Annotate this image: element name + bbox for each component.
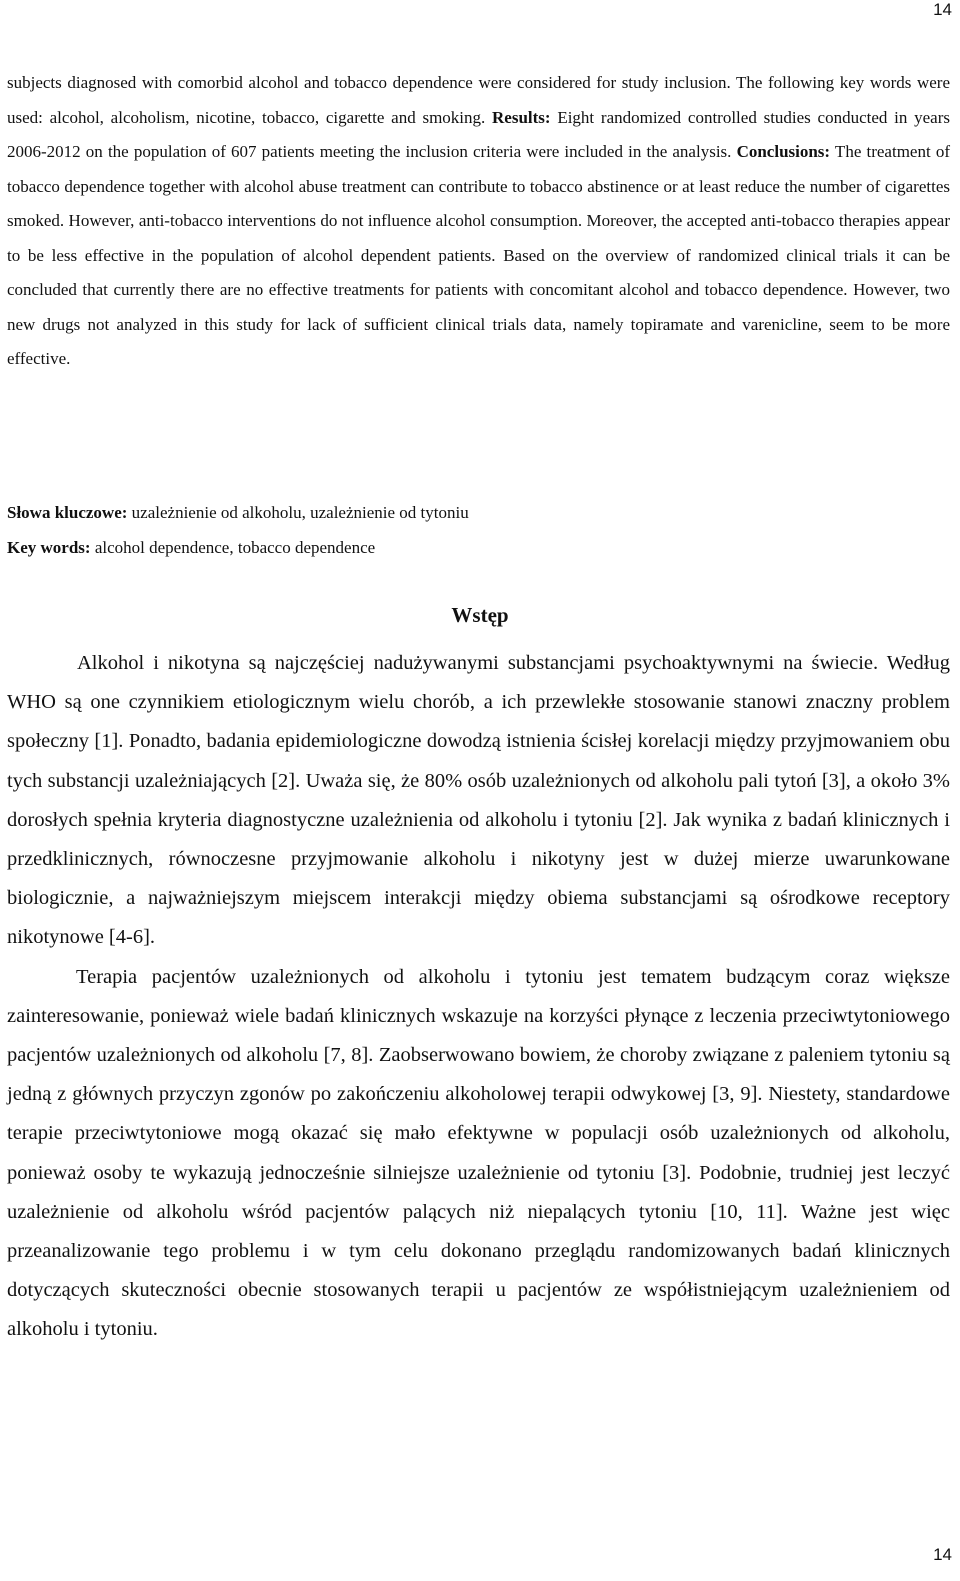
abstract (7, 66, 950, 377)
conclusions-label: Conclusions: (736, 142, 831, 161)
section-title: Wstęp (451, 603, 509, 627)
body-paragraph: Alkohol i nikotyna są najczęściej nadużywanymi substancjami psychoaktywnymi na świecie. Według WHO są one czynnikiem etiologicznym wielu chorób, a ich przewlekłe stosowanie stanowi znaczny problem społeczny [1]. Ponadto, badania epidemiologiczne dowodzą istnienia ścisłej korelacji między przyjmowaniem obu tych substancji uzależniających [2]. Uważa się, że 80% osób uzależnionych od alkoholu pali tytoń [3], a około 3% dorosłych spełnia kryteria diagnostyczne uzależnienia od alkoholu i tytoniu [2]. Jak wynika z badań klinicznych i przedklinicznych, równoczesne przyjmowanie alkoholu i nikotyny jest w dużej mierze uwarunkowane biologicznie, a najważniejszym miejscem interakcji między obiema substancjami są ośrodkowe receptory nikotynowe [4-6]. (7, 652, 950, 949)
body-paragraph: Terapia pacjentów uzależnionych od alkoholu i tytoniu jest tematem budzącym coraz większe zainteresowanie, ponieważ wiele badań klinicznych wskazuje na korzyści płynące z leczenia przeciwtytoniowego pacjentów uzależnionych od alkoholu [7, 8]. Zaobserwowano bowiem, że choroby związane z paleniem tytoniu są jedną z głównych przyczyn zgonów po zakończeniu alkoholowej terapii odwykowej [3, 9]. Niestety, standardowe terapie przeciwtytoniowe mogą okazać się mało efektywne w populacji osób uzależnionych od alkoholu, ponieważ osoby te wykazują jednocześnie silniejsze uzależnienie od tytoniu [3]. Podobnie, trudniej jest leczyć uzależnienie od alkoholu wśród pacjentów palących niż niepalących tytoniu [10, 11]. Ważne jest więc przeanalizowanie tego problemu i w tym celu dokonano przeglądu randomizowanych badań klinicznych dotyczących skuteczności obecnie stosowanych terapii u pacjentów ze współistniejącym uzależnieniem od alkoholu i tytoniu. (7, 965, 950, 1341)
results-text: Eight randomized controlled studies conducted in years 2006-2012 on the population of 607 patients meeting the inclusion criteria were included in the analysis. (7, 107, 950, 161)
abstract-lead: subjects diagnosed with comorbid alcohol and tobacco dependence were considered for study inclusion. The following key words were used: alcohol, alcoholism, nicotine, tobacco, cigarette and smoking. (7, 73, 950, 127)
conclusions-text: The treatment of tobacco dependence together with alcohol abuse treatment can contribute to tobacco abstinence or at least reduce the number of cigarettes smoked. However, anti-tobacco interventions do not influence alcohol consumption. Moreover, the accepted anti-tobacco therapies appear to be less effective in the population of alcohol dependent patients. Based on the overview of randomized clinical trials it can be concluded that currently there are no effective treatments for patients with concomitant alcohol and tobacco dependence. However, two new drugs not analyzed in this study for lack of sufficient clinical trials data, namely topiramate and varenicline, seem to be more effective. (7, 142, 950, 368)
results-label: Results: (492, 107, 551, 127)
keywords-block (7, 496, 950, 565)
keywords-polish (7, 496, 950, 531)
page-number-bottom: 14 (933, 1545, 952, 1564)
keywords-english (7, 531, 950, 566)
keywords-polish-text: uzależnienie od alkoholu, uzależnienie od tytoniu (127, 503, 469, 522)
keywords-polish-label: Słowa kluczowe: (7, 503, 128, 522)
keywords-english-label: Key words: (7, 537, 91, 557)
page-number-top: 14 (933, 0, 952, 19)
keywords-english-text: alcohol dependence, tobacco dependence (90, 537, 376, 557)
section-body (7, 644, 950, 1350)
